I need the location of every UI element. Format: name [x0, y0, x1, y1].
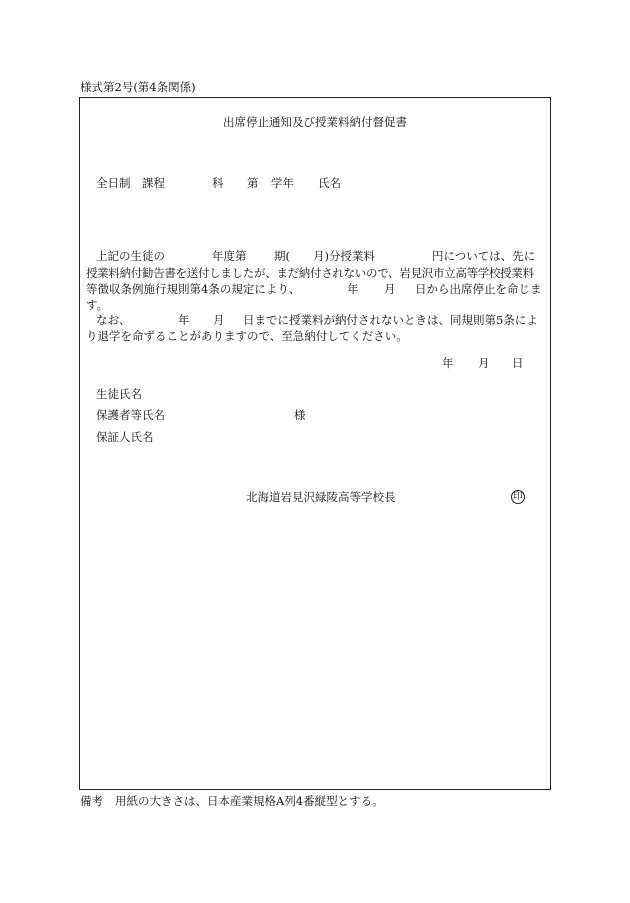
- p2-l1-d: 日までに授業料が納付されないときは、同規則第5条によ: [243, 313, 538, 327]
- grade-suffix: 学年: [271, 176, 294, 190]
- department-label: 科: [212, 176, 224, 190]
- guardian-name-label: 保護者等氏名: [96, 408, 165, 422]
- p1-l4: す。: [86, 298, 109, 312]
- p1-l3-a: 等徴収条例施行規則第4条の規定により、: [86, 282, 301, 296]
- form-number: 様式第2号(第4条関係): [80, 80, 196, 94]
- issuer-name: 北海道岩見沢緑陵高等学校長: [246, 490, 396, 504]
- remark-label: 備考: [80, 794, 103, 808]
- p1-l2: 授業料納付勧告書を送付しましたが、まだ納付されないので、岩見沢市立高等学校授業料: [86, 266, 534, 280]
- p1-l1-e: 円については、先に: [432, 249, 536, 263]
- course-label: 課程: [142, 176, 165, 190]
- remark-line: [80, 796, 384, 808]
- guarantor-name-label: 保証人氏名: [96, 430, 154, 444]
- p1-l1-a: 上記の生徒の: [96, 249, 165, 263]
- course-type: 全日制: [96, 176, 131, 190]
- p1-l3-b: 年: [347, 282, 359, 296]
- p1-l3-c: 月: [384, 282, 396, 296]
- guardian-honorific: 様: [294, 408, 306, 422]
- student-name-label: 生徒氏名: [96, 387, 142, 401]
- date-day: 日: [512, 356, 524, 370]
- date-month: 月: [478, 356, 490, 370]
- p2-l1-b: 年: [178, 313, 190, 327]
- p1-l1-b: 年度第: [212, 249, 247, 263]
- p2-l2: り退学を命ずることがありますので、至急納付してください。: [86, 329, 408, 343]
- name-label: 氏名: [318, 176, 341, 190]
- document-title: 出席停止通知及び授業料納付督促書: [223, 115, 407, 129]
- remark-text: 用紙の大きさは、日本産業規格A列4番縦型とする。: [115, 794, 384, 808]
- p1-l1-c: 期(: [274, 249, 290, 263]
- p1-l3-d: 日から出席停止を命じま: [415, 282, 542, 296]
- grade-prefix: 第: [247, 176, 259, 190]
- date-year: 年: [442, 356, 454, 370]
- p1-l1-d: 月)分授業料: [313, 249, 375, 263]
- p2-l1-a: なお、: [96, 313, 131, 327]
- seal-icon: 印: [511, 490, 525, 504]
- p2-l1-c: 月: [213, 313, 225, 327]
